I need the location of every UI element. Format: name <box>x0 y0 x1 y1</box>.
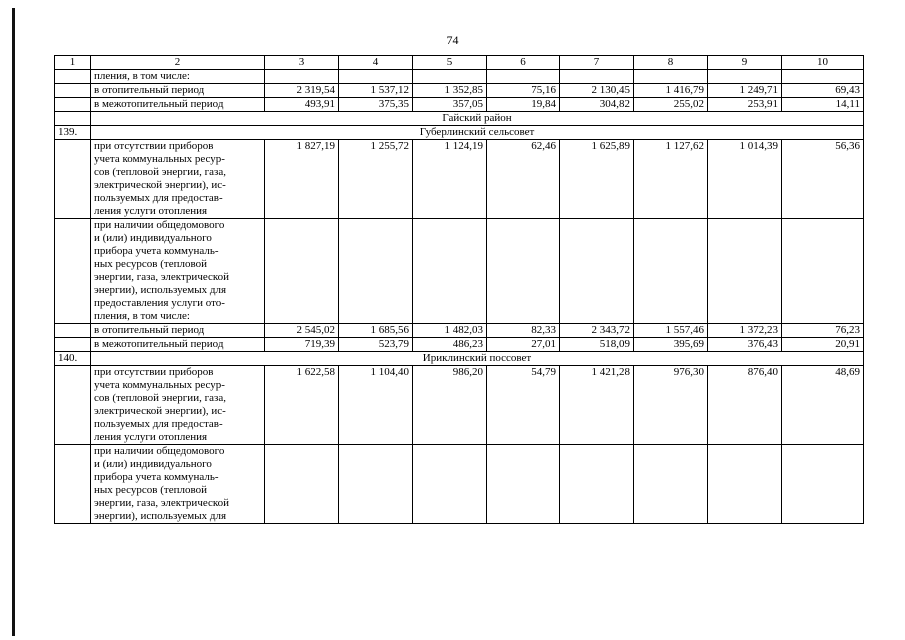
value-cell-4: 1 537,12 <box>339 84 413 98</box>
section-row <box>55 352 864 366</box>
value-cell-7: 518,09 <box>560 338 634 352</box>
value-cell-3: 1 827,19 <box>265 140 339 219</box>
row-description: в межотопительный период <box>91 98 265 112</box>
value-cell-4: 523,79 <box>339 338 413 352</box>
row-number-cell: 140. <box>55 352 91 366</box>
value-cell-9 <box>708 70 782 84</box>
header-cell-2: 2 <box>91 56 265 70</box>
value-cell-5: 1 124,19 <box>413 140 487 219</box>
value-cell-4 <box>339 445 413 524</box>
section-title: Губерлинский сельсовет <box>91 126 864 140</box>
row-description: при наличии общедомового и (или) индивидуального прибора учета коммуналь- ных ресурсов (тепловой энергии, газа, электрической энергии), используемых для <box>91 445 265 524</box>
value-cell-5: 1 482,03 <box>413 324 487 338</box>
value-cell-7: 304,82 <box>560 98 634 112</box>
value-cell-3 <box>265 70 339 84</box>
row-number-cell <box>55 219 91 324</box>
value-cell-6: 54,79 <box>487 366 560 445</box>
value-cell-8: 1 127,62 <box>634 140 708 219</box>
value-cell-10: 48,69 <box>782 366 864 445</box>
value-cell-8: 255,02 <box>634 98 708 112</box>
table-row <box>55 324 864 338</box>
value-cell-10: 56,36 <box>782 140 864 219</box>
table-row <box>55 84 864 98</box>
row-number-cell <box>55 84 91 98</box>
row-number-cell <box>55 445 91 524</box>
row-number-cell <box>55 98 91 112</box>
value-cell-9: 876,40 <box>708 366 782 445</box>
value-cell-9: 1 014,39 <box>708 140 782 219</box>
value-cell-3: 1 622,58 <box>265 366 339 445</box>
value-cell-10 <box>782 70 864 84</box>
value-cell-9: 1 372,23 <box>708 324 782 338</box>
row-number-cell <box>55 70 91 84</box>
value-cell-10: 76,23 <box>782 324 864 338</box>
value-cell-8 <box>634 70 708 84</box>
header-cell-5: 5 <box>413 56 487 70</box>
header-cell-10: 10 <box>782 56 864 70</box>
value-cell-7 <box>560 445 634 524</box>
table-row <box>55 366 864 445</box>
value-cell-7: 2 130,45 <box>560 84 634 98</box>
value-cell-9 <box>708 445 782 524</box>
value-cell-5 <box>413 219 487 324</box>
page-number: 74 <box>446 33 459 47</box>
value-cell-9: 376,43 <box>708 338 782 352</box>
row-number-cell <box>55 140 91 219</box>
value-cell-6: 82,33 <box>487 324 560 338</box>
value-cell-5: 1 352,85 <box>413 84 487 98</box>
value-cell-6: 62,46 <box>487 140 560 219</box>
table-row <box>55 98 864 112</box>
value-cell-10 <box>782 219 864 324</box>
value-cell-4: 1 685,56 <box>339 324 413 338</box>
table-row <box>55 219 864 324</box>
value-cell-6: 75,16 <box>487 84 560 98</box>
row-number-cell <box>55 324 91 338</box>
value-cell-6 <box>487 219 560 324</box>
district-row <box>55 112 864 126</box>
row-description: в отопительный период <box>91 324 265 338</box>
value-cell-4 <box>339 70 413 84</box>
value-cell-7 <box>560 219 634 324</box>
value-cell-7: 1 625,89 <box>560 140 634 219</box>
header-cell-4: 4 <box>339 56 413 70</box>
page-edge-bar <box>12 8 15 636</box>
header-cell-9: 9 <box>708 56 782 70</box>
value-cell-8: 395,69 <box>634 338 708 352</box>
value-cell-8: 976,30 <box>634 366 708 445</box>
value-cell-3: 493,91 <box>265 98 339 112</box>
header-cell-8: 8 <box>634 56 708 70</box>
header-row <box>55 56 864 70</box>
value-cell-8: 1 557,46 <box>634 324 708 338</box>
section-title: Ириклинский поссовет <box>91 352 864 366</box>
row-description: в отопительный период <box>91 84 265 98</box>
value-cell-8 <box>634 445 708 524</box>
value-cell-6 <box>487 70 560 84</box>
header-cell-1: 1 <box>55 56 91 70</box>
row-description: пления, в том числе: <box>91 70 265 84</box>
value-cell-8 <box>634 219 708 324</box>
value-cell-9: 1 249,71 <box>708 84 782 98</box>
value-cell-3 <box>265 445 339 524</box>
row-description: при наличии общедомового и (или) индивидуального прибора учета коммуналь- ных ресурсов (тепловой энергии, газа, электрической энергии), используемых для предоставления услуги ото- пления, в том числе: <box>91 219 265 324</box>
value-cell-5: 486,23 <box>413 338 487 352</box>
value-cell-3: 2 545,02 <box>265 324 339 338</box>
district-title: Гайский район <box>91 112 864 126</box>
value-cell-9: 253,91 <box>708 98 782 112</box>
table-row <box>55 445 864 524</box>
table-row <box>55 140 864 219</box>
value-cell-5 <box>413 70 487 84</box>
value-cell-6: 19,84 <box>487 98 560 112</box>
value-cell-7: 1 421,28 <box>560 366 634 445</box>
row-number-cell: 139. <box>55 126 91 140</box>
row-description: при отсутствии приборов учета коммунальных ресур- сов (тепловой энергии, газа, электрической энергии), ис- пользуемых для предостав- ления услуги отопления <box>91 366 265 445</box>
value-cell-5: 986,20 <box>413 366 487 445</box>
value-cell-9 <box>708 219 782 324</box>
tariff-table <box>54 55 864 524</box>
value-cell-7 <box>560 70 634 84</box>
table-row <box>55 70 864 84</box>
table-row <box>55 338 864 352</box>
row-description: в межотопительный период <box>91 338 265 352</box>
value-cell-10: 20,91 <box>782 338 864 352</box>
section-row <box>55 126 864 140</box>
value-cell-4: 375,35 <box>339 98 413 112</box>
value-cell-10: 14,11 <box>782 98 864 112</box>
value-cell-8: 1 416,79 <box>634 84 708 98</box>
value-cell-3: 719,39 <box>265 338 339 352</box>
row-number-cell <box>55 338 91 352</box>
header-cell-3: 3 <box>265 56 339 70</box>
value-cell-4 <box>339 219 413 324</box>
header-cell-6: 6 <box>487 56 560 70</box>
row-description: при отсутствии приборов учета коммунальных ресур- сов (тепловой энергии, газа, электрической энергии), ис- пользуемых для предостав- ления услуги отопления <box>91 140 265 219</box>
header-cell-7: 7 <box>560 56 634 70</box>
value-cell-5 <box>413 445 487 524</box>
value-cell-6 <box>487 445 560 524</box>
value-cell-10 <box>782 445 864 524</box>
value-cell-3 <box>265 219 339 324</box>
value-cell-6: 27,01 <box>487 338 560 352</box>
value-cell-10: 69,43 <box>782 84 864 98</box>
row-number-cell <box>55 112 91 126</box>
value-cell-3: 2 319,54 <box>265 84 339 98</box>
value-cell-7: 2 343,72 <box>560 324 634 338</box>
row-number-cell <box>55 366 91 445</box>
value-cell-4: 1 255,72 <box>339 140 413 219</box>
value-cell-4: 1 104,40 <box>339 366 413 445</box>
value-cell-5: 357,05 <box>413 98 487 112</box>
